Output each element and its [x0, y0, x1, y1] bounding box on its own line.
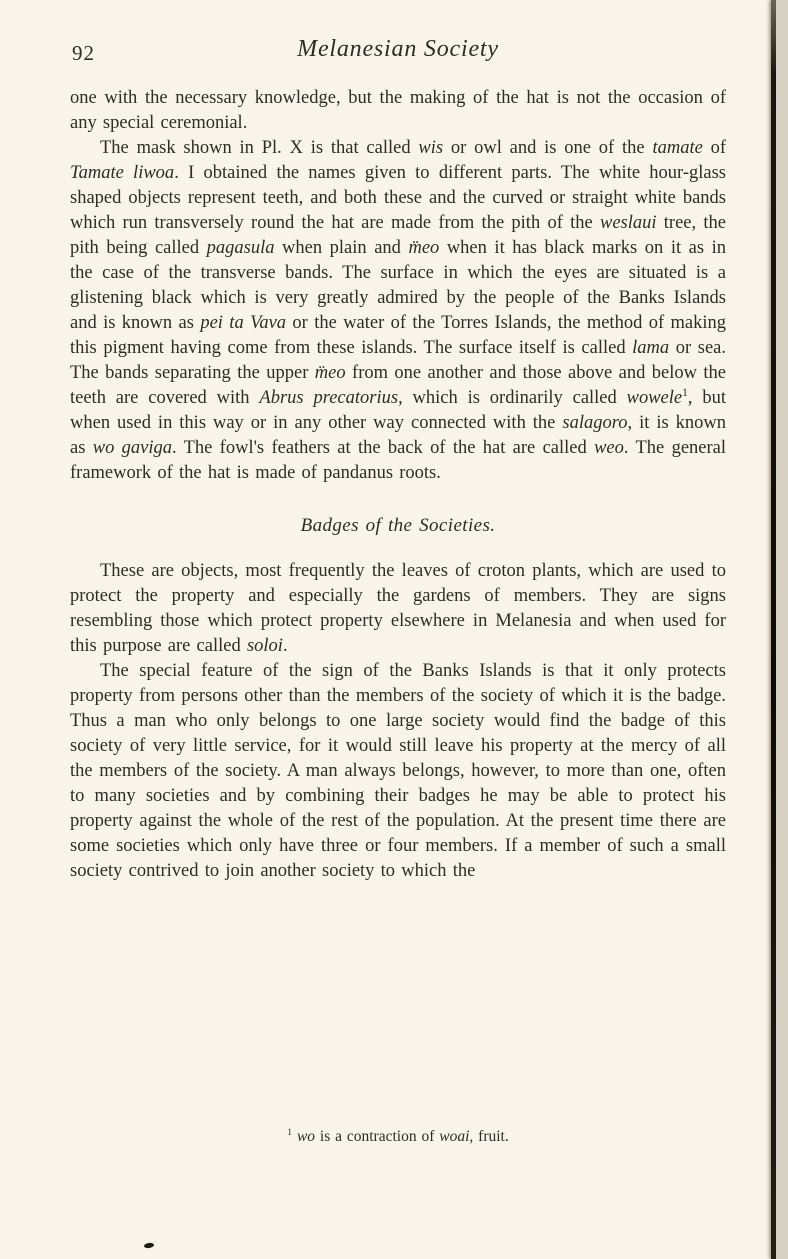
- footnote-reference: 1: [682, 386, 688, 399]
- text-run: tree, the pith being called: [70, 213, 726, 258]
- text-run: . I obtained the names given to different parts. The white hour-glass shaped objects represent teeth, and both these and the curved or straight white bands which run transversely round the hat are made from the pith of the: [70, 163, 726, 233]
- italic-term: wo gaviga: [92, 438, 172, 458]
- text-run: when it has black marks on it as in the case of the transverse bands. The surface in which the eyes are situated is a glistening black which is very greatly admired by the people of the Banks Islands and is known as: [70, 238, 726, 333]
- footnote-text: [287, 1128, 508, 1145]
- text-run: , which is ordinarily called: [398, 388, 627, 408]
- paragraph: [70, 659, 726, 884]
- paragraph: [70, 86, 726, 136]
- footnote-reference: 1: [287, 1126, 293, 1138]
- text-run: , it is known as: [70, 413, 727, 458]
- page-number: 92: [72, 41, 95, 65]
- text-run: The mask shown in Pl. X is that called: [100, 138, 419, 158]
- italic-term: pagasula: [206, 238, 275, 258]
- text-run: of: [702, 138, 727, 158]
- text-run: These are objects, most frequently the leaves of croton plants, which are used to protect the property and especially the gardens of members. They are signs resembling those which protect property elsewhere in Melanesia and when used for this purpose are called: [70, 561, 726, 656]
- italic-term: pei ta Vava: [200, 313, 287, 333]
- italic-term: weo: [594, 438, 624, 458]
- text-run: , but when used in this way or in any other way connected with the: [70, 388, 726, 433]
- italic-term: m̈eo: [314, 363, 346, 383]
- text-run: , fruit.: [469, 1128, 509, 1145]
- italic-term: wowele: [626, 388, 683, 408]
- paragraph: [70, 136, 726, 486]
- text-run: . The general framework of the hat is made of pandanus roots.: [70, 438, 727, 483]
- paragraph: [70, 559, 726, 659]
- italic-term: Tamate liwoa: [70, 163, 175, 183]
- text-run: one with the necessary knowledge, but the making of the hat is not the occasion of any special ceremonial.: [70, 88, 726, 133]
- italic-term: m̈eo: [408, 238, 440, 258]
- text-run: when plain and: [274, 238, 409, 258]
- text-run: . The fowl's feathers at the back of the hat are called: [172, 438, 595, 458]
- running-title: Melanesian Society: [297, 36, 499, 62]
- italic-term: wo: [296, 1128, 316, 1145]
- italic-term: wis: [418, 138, 444, 158]
- footnote: [70, 1128, 726, 1146]
- text-run: .: [282, 636, 288, 656]
- text-run: or the water of the Torres Islands, the method of making this pigment having come from these islands. The surface itself is called: [70, 313, 726, 358]
- scan-page-edge: [776, 0, 788, 1259]
- section-heading: Badges of the Societies.: [300, 515, 496, 536]
- italic-term: soloi: [246, 636, 283, 656]
- italic-term: tamate: [652, 138, 703, 158]
- text-run: from one another and those above and below the teeth are covered with: [70, 363, 726, 408]
- text-run: is a contraction of: [315, 1128, 440, 1145]
- text-run: or sea. The bands separating the upper: [70, 338, 726, 383]
- italic-term: Abrus precatorius: [259, 388, 399, 408]
- italic-term: woai: [439, 1128, 470, 1145]
- italic-term: salagoro: [562, 413, 628, 433]
- page-content: [70, 86, 726, 884]
- text-run: The special feature of the sign of the Banks Islands is that it only protects property from persons other than the members of the society of which it is the badge. Thus a man who only belongs to one large society would find the badge of this society of very little service, for it would still leave his property at the mercy of all the members of the society. A man always belongs, however, to more than one, often to many societies and by combining their badges he may be able to protect his property against the whole of the rest of the population. At the present time there are some societies which only have three or four members. If a member of such a small society contrived to join another society to which the: [70, 661, 726, 881]
- italic-term: lama: [632, 338, 670, 358]
- page-header: [70, 36, 726, 70]
- text-run: or owl and is one of the: [443, 138, 653, 158]
- italic-term: weslaui: [600, 213, 657, 233]
- ink-mark: [144, 1242, 155, 1248]
